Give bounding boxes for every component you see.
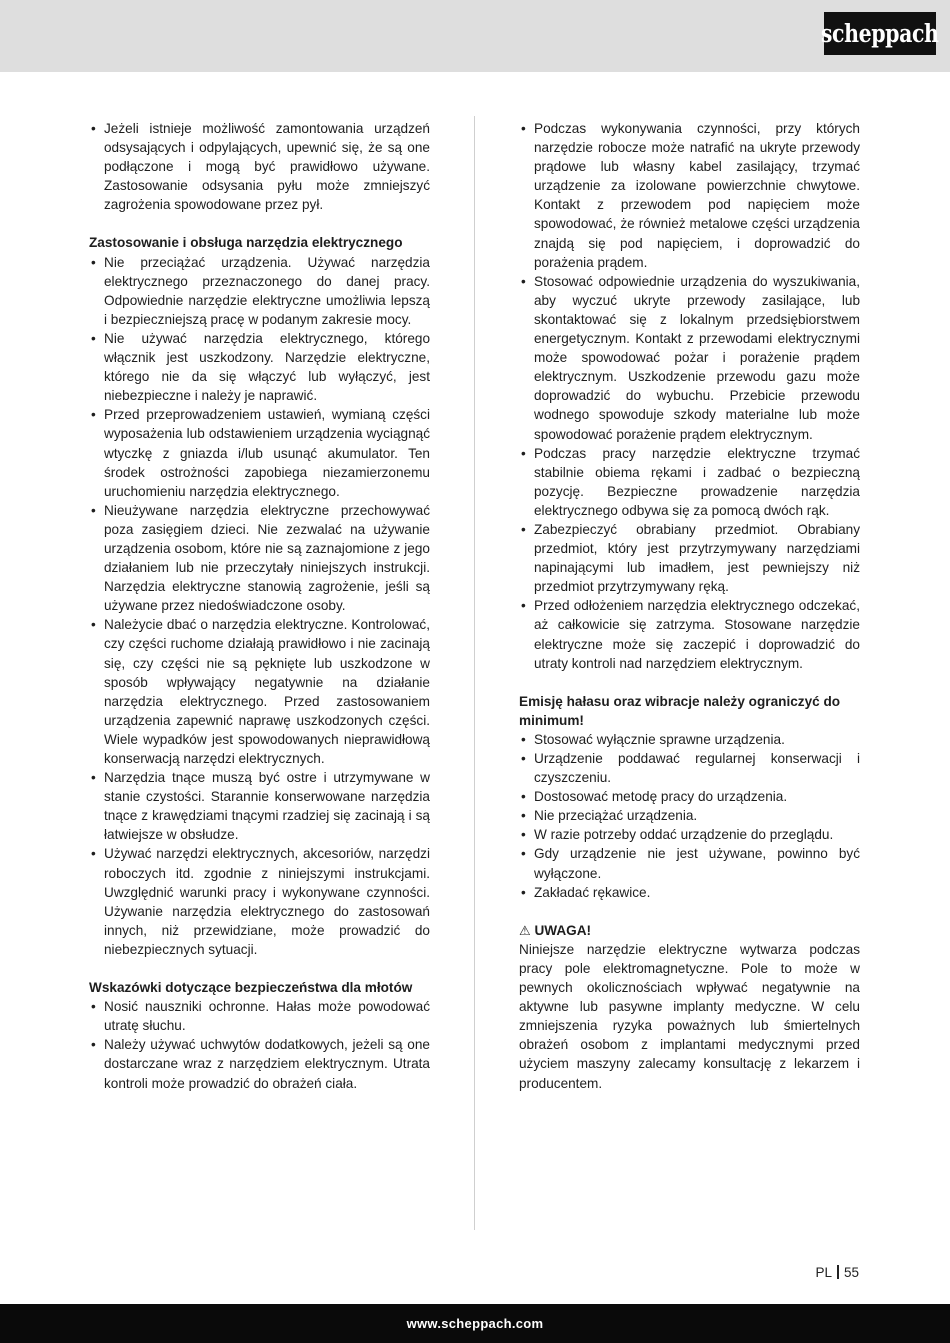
warning-heading-text: UWAGA!: [534, 922, 592, 938]
header-band: [0, 0, 950, 72]
list-item: • Stosować wyłącznie sprawne urządzenia.: [519, 730, 860, 749]
list-item: • Nieużywane narzędzia elektryczne przechowywać poza zasięgiem dzieci. Nie zezwalać na używanie urządzenia osobom, które nie są zaznajomione z jego działaniem lub nie przeczytały niniejszych instrukcji. Narzędzia elektryczne stanowią zagrożenie, jeśli są używane przez niedoświadczone osoby.: [89, 501, 430, 616]
section2-list: [89, 997, 430, 1092]
section-heading: Zastosowanie i obsługa narzędzia elektrycznego: [89, 235, 403, 251]
list-item: • Należy używać uchwytów dodatkowych, jeżeli są one dostarczane wraz z narzędziem elektrycznym. Utrata kontroli może prowadzić do obrażeń ciała.: [89, 1035, 430, 1092]
list-item: • Nosić nauszniki ochronne. Hałas może powodować utratę słuchu.: [89, 997, 430, 1035]
list-item: • Gdy urządzenie nie jest używane, powinno być wyłączone.: [519, 844, 860, 882]
brand-logo: scheppach: [824, 12, 936, 55]
warning-text: Niniejsze narzędzie elektryczne wytwarza podczas pracy pole elektromagnetyczne. Pole to może w pewnych okolicznościach wpływać negatywnie na aktywne lub pasywne implanty medyczne. W celu zmniejszenia ryzyka poważnych lub śmiertelnych obrażeń osobom z implantami medycznymi przed użyciem maszyny zalecamy konsultację z lekarzem i producentem.: [519, 941, 860, 1091]
list-item: • Dostosować metodę pracy do urządzenia.: [519, 787, 860, 806]
footer-url[interactable]: www.scheppach.com: [406, 1316, 544, 1331]
section-heading: Emisję hałasu oraz wibracje należy ograniczyć do minimum!: [519, 693, 841, 728]
right-column: [519, 119, 860, 1093]
warning-heading: [519, 921, 860, 940]
list-item: • Urządzenie poddawać regularnej konserwacji i czyszczeniu.: [519, 749, 860, 787]
left-column: [89, 119, 430, 1093]
list-item: • Narzędzia tnące muszą być ostre i utrzymywane w stanie czystości. Starannie konserwowane narzędzia tnące z krawędziami tnącymi rzadziej się zacinają i są łatwiejsze w obsłudze.: [89, 768, 430, 844]
footer-band: [0, 1304, 950, 1343]
list-item: • Jeżeli istnieje możliwość zamontowania urządzeń odsysających i odpylających, upewnić się, że są one podłączone i mogą być prawidłowo używane. Zastosowanie odsysania pyłu może zmniejszyć zagrożenia spowodowane przez pył.: [89, 119, 430, 214]
list-item: • Nie przeciążać urządzenia.: [519, 806, 860, 825]
page-lang: PL: [815, 1265, 832, 1280]
right-top-list: [519, 119, 860, 673]
list-item: • Nie przeciążać urządzenia. Używać narzędzia elektrycznego przeznaczonego do danej pracy. Odpowiednie narzędzie elektryczne umożliwia lepszą i bezpieczniejszą pracę w podanym zakresie mocy.: [89, 253, 430, 329]
list-item: • Przed odłożeniem narzędzia elektrycznego odczekać, aż całkowicie się zatrzyma. Stosowane narzędzie elektryczne może się zaczepić i doprowadzić do utraty kontroli nad narzędziem elektrycznym.: [519, 596, 860, 672]
page-number-value: 55: [843, 1265, 859, 1280]
warning-triangle-icon: ⚠: [519, 922, 531, 938]
list-item: • Używać narzędzi elektrycznych, akcesoriów, narzędzi roboczych itd. zgodnie z niniejszymi instrukcjami. Uwzględnić warunki pracy i wykonywane czynności. Używanie narzędzia elektrycznego do zastosowań innych, niż przewidziane, może prowadzić do niebezpiecznych sytuacji.: [89, 844, 430, 959]
list-item: • Należycie dbać o narzędzia elektryczne. Kontrolować, czy części ruchome działają prawidłowo i nie zacinają się, czy części nie są pęknięte lub uszkodzone w sposób wpływający negatywnie na działanie narzędzia elektrycznego. Przed zastosowaniem urządzenia zapewnić naprawę uszkodzonych części. Wiele wypadków jest spowodowanych nieprawidłową konserwacją narzędzi elektrycznych.: [89, 615, 430, 768]
section-heading: Wskazówki dotyczące bezpieczeństwa dla młotów: [89, 980, 413, 996]
list-item: • Nie używać narzędzia elektrycznego, którego włącznik jest uszkodzony. Narzędzie elektryczne, którego nie da się włączyć lub wyłączyć, jest niebezpieczne i należy je naprawić.: [89, 329, 430, 405]
section1-list: [89, 253, 430, 959]
list-item: • Zabezpieczyć obrabiany przedmiot. Obrabiany przedmiot, który jest przytrzymywany narzędziami napinającymi lub imadłem, jest pewniejszy niż przedmiot przytrzymywany ręką.: [519, 520, 860, 596]
column-divider: [474, 116, 475, 1230]
list-item: • Zakładać rękawice.: [519, 883, 860, 902]
list-item: • Przed przeprowadzeniem ustawień, wymianą części wyposażenia lub odstawieniem urządzenia wyciągnąć wtyczkę z gniazda i/lub usunąć akumulator. Ten środek ostrożności zapobiega niezamierzonemu uruchomieniu narzędzia elektrycznego.: [89, 405, 430, 500]
list-item: • Stosować odpowiednie urządzenia do wyszukiwania, aby wyczuć ukryte przewody zasilające, lub skontaktować się z lokalnym przedsiębiorstwem energetycznym. Kontakt z przewodami elektrycznymi może spowodować pożar i porażenie prądem elektrycznym. Uszkodzenie przewodu gazu może doprowadzić do wybuchu. Przebicie przewodu wodnego spowoduje szkody materialne lub może spowodować porażenie prądem elektrycznym.: [519, 272, 860, 444]
section3-list: [519, 730, 860, 902]
intro-list: [89, 119, 430, 214]
list-item: • Podczas wykonywania czynności, przy których narzędzie robocze może natrafić na ukryte przewody prądowe lub własny kabel zasilający, trzymać urządzenie za izolowane powierzchnie chwytowe. Kontakt z przewodem pod napięciem może spowodować, że również metalowe części urządzenia znajdą się pod napięciem, i doprowadzić do porażenia prądem.: [519, 119, 860, 272]
list-item: • Podczas pracy narzędzie elektryczne trzymać stabilnie obiema rękami i zadbać o bezpieczną pozycję. Bezpieczne prowadzenie narzędzia elektrycznego odbywa się za pomocą dwóch rąk.: [519, 444, 860, 520]
list-item: • W razie potrzeby oddać urządzenie do przeglądu.: [519, 825, 860, 844]
page-number: [815, 1265, 859, 1280]
